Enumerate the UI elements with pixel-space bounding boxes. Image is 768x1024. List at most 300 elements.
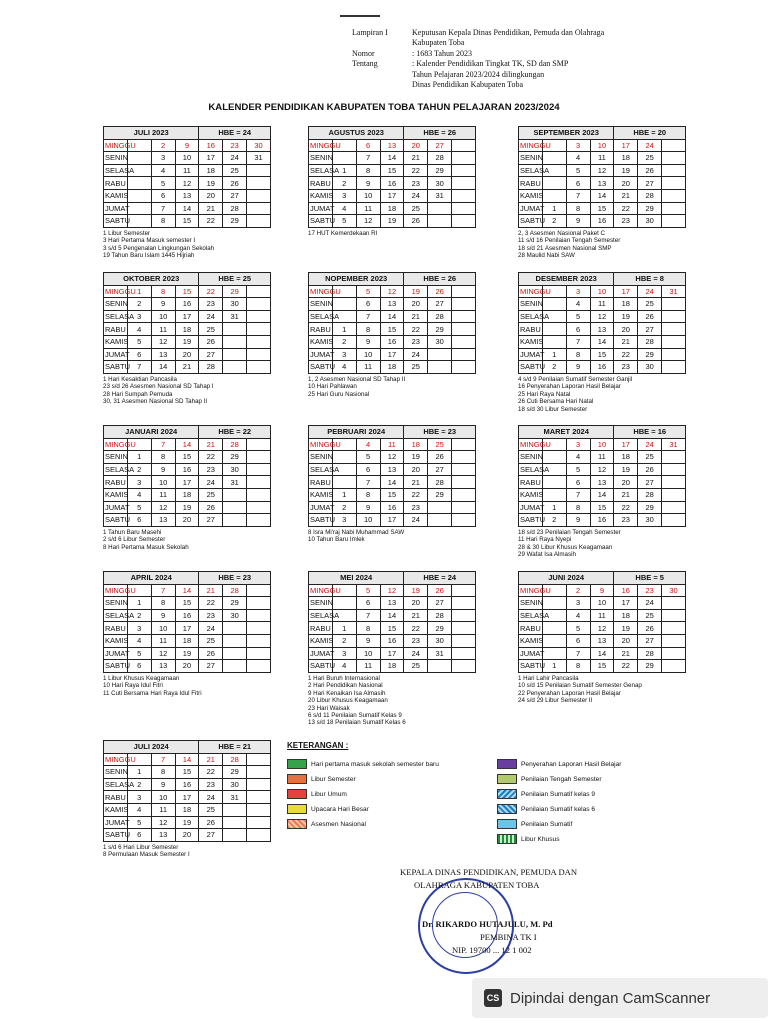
date-cell — [452, 438, 476, 451]
day-label: SELASA — [520, 166, 550, 176]
date-cell: 15 — [590, 202, 614, 215]
date-cell — [662, 310, 686, 323]
month-calendar — [518, 126, 686, 228]
date-cell: 8 — [566, 501, 590, 514]
date-cell: 11 — [356, 361, 380, 374]
date-cell: 17 — [175, 476, 199, 489]
date-cell: 16 — [380, 177, 404, 190]
date-cell: 14 — [590, 335, 614, 348]
date-cell: 29 — [223, 215, 247, 228]
date-cell: 10 — [151, 310, 175, 323]
date-cell: 25 — [638, 609, 662, 622]
day-label: JUMAT — [105, 502, 130, 512]
date-cell: 12 — [380, 451, 404, 464]
date-cell: 28 — [223, 202, 247, 215]
date-cell: 23 — [199, 463, 223, 476]
day-label: SELASA — [310, 465, 340, 475]
date-cell — [542, 622, 566, 635]
date-cell: 19 — [175, 501, 199, 514]
date-cell — [247, 451, 271, 464]
day-label: SABTU — [105, 362, 131, 372]
month-calendar — [103, 126, 271, 228]
day-label: JUMAT — [105, 203, 130, 213]
day-label: KAMIS — [105, 805, 129, 815]
date-cell: 29 — [428, 323, 452, 336]
signature-block — [400, 866, 640, 957]
date-cell: 9 — [151, 463, 175, 476]
date-cell: 3 — [127, 791, 151, 804]
day-label: SENIN — [105, 452, 128, 462]
date-cell: 29 — [638, 348, 662, 361]
date-cell: 9 — [151, 298, 175, 311]
date-cell — [542, 488, 566, 501]
date-cell: 20 — [404, 298, 428, 311]
date-cell: 15 — [175, 285, 199, 298]
date-cell: 1 — [542, 660, 566, 673]
legend-swatch — [287, 774, 307, 784]
date-cell: 10 — [590, 139, 614, 152]
date-cell — [662, 609, 686, 622]
date-cell — [662, 514, 686, 527]
date-cell: 7 — [566, 335, 590, 348]
day-label: KAMIS — [520, 490, 544, 500]
date-cell: 22 — [614, 501, 638, 514]
date-cell — [452, 215, 476, 228]
day-label: MINGGU — [105, 286, 136, 296]
date-cell: 15 — [175, 215, 199, 228]
date-cell: 31 — [247, 152, 271, 165]
date-cell: 24 — [199, 310, 223, 323]
date-cell — [332, 451, 356, 464]
date-cell: 31 — [223, 791, 247, 804]
date-cell: 2 — [127, 298, 151, 311]
date-cell: 2 — [127, 609, 151, 622]
note-line: 1 Hari Kesaktian Pancasila — [103, 376, 177, 383]
date-cell — [662, 647, 686, 660]
date-cell: 30 — [223, 778, 247, 791]
note-line: 2 Hari Pendidikan Nasional — [308, 682, 383, 690]
date-cell: 21 — [614, 335, 638, 348]
date-cell: 20 — [175, 660, 199, 673]
date-cell: 5 — [127, 816, 151, 829]
hbe-count: HBE = 16 — [614, 426, 686, 439]
day-label: MINGGU — [105, 754, 136, 764]
date-cell: 9 — [566, 361, 590, 374]
date-cell: 7 — [151, 584, 175, 597]
date-cell: 22 — [199, 766, 223, 779]
date-cell: 17 — [380, 348, 404, 361]
day-label: KAMIS — [310, 337, 334, 347]
date-cell: 8 — [356, 488, 380, 501]
day-label: SENIN — [520, 299, 543, 309]
note-line: 9 Hari Kenaikan Isa Almasih — [308, 689, 386, 697]
date-cell — [452, 622, 476, 635]
nomor-value: : 1683 Tahun 2023 — [412, 48, 472, 58]
legend-label: Penilaian Tengah Semester — [521, 775, 602, 783]
date-cell: 30 — [638, 514, 662, 527]
date-cell: 4 — [332, 660, 356, 673]
date-cell: 6 — [127, 514, 151, 527]
date-cell: 2 — [542, 215, 566, 228]
date-cell: 4 — [566, 451, 590, 464]
date-cell — [662, 348, 686, 361]
legend-swatch — [497, 819, 517, 829]
date-cell: 18 — [175, 488, 199, 501]
note-line: 6 s/d 11 Penilaian Sumatif Kelas 9 — [308, 712, 402, 720]
date-cell — [332, 298, 356, 311]
note-line: 8 Hari Pertama Masuk Sekolah — [103, 543, 189, 551]
date-cell: 21 — [614, 647, 638, 660]
date-cell: 19 — [199, 177, 223, 190]
date-cell — [247, 597, 271, 610]
date-cell — [247, 778, 271, 791]
date-cell: 14 — [380, 152, 404, 165]
date-cell: 20 — [614, 634, 638, 647]
date-cell — [452, 451, 476, 464]
day-label: SABTU — [310, 362, 336, 372]
month-notes — [518, 675, 758, 705]
legend-label: Penilaian Sumatif kelas 9 — [521, 790, 596, 798]
day-label: SABTU — [105, 830, 131, 840]
day-label: SENIN — [105, 598, 128, 608]
legend-item — [287, 804, 369, 814]
day-label: SELASA — [310, 166, 340, 176]
date-cell: 6 — [566, 476, 590, 489]
date-cell: 27 — [638, 476, 662, 489]
date-cell: 13 — [380, 298, 404, 311]
date-cell — [127, 152, 151, 165]
date-cell: 20 — [614, 177, 638, 190]
date-cell: 9 — [175, 139, 199, 152]
date-cell: 29 — [223, 285, 247, 298]
note-line: 1 Libur Semester — [103, 230, 151, 237]
legend-item — [497, 759, 621, 769]
date-cell: 30 — [223, 298, 247, 311]
legend-label: Upacara Hari Besar — [311, 805, 369, 813]
date-cell — [662, 298, 686, 311]
note-line: 2, 3 Asesmen Nasional Paket C — [518, 230, 606, 237]
date-cell: 24 — [404, 189, 428, 202]
month-notes — [103, 529, 343, 551]
date-cell — [662, 463, 686, 476]
date-cell — [662, 202, 686, 215]
date-cell — [127, 202, 151, 215]
date-cell: 24 — [638, 597, 662, 610]
date-cell: 14 — [380, 310, 404, 323]
signature-rank: PEMBINA TK I — [480, 932, 537, 942]
date-cell: 21 — [199, 753, 223, 766]
date-cell: 17 — [175, 310, 199, 323]
date-cell: 30 — [223, 609, 247, 622]
day-label: KAMIS — [520, 191, 544, 201]
date-cell: 15 — [175, 451, 199, 464]
date-cell: 31 — [223, 310, 247, 323]
date-cell — [247, 660, 271, 673]
date-cell: 6 — [356, 597, 380, 610]
date-cell: 18 — [614, 298, 638, 311]
date-cell — [247, 609, 271, 622]
date-cell — [542, 634, 566, 647]
date-cell — [332, 152, 356, 165]
date-cell — [247, 803, 271, 816]
date-cell — [127, 215, 151, 228]
date-cell: 25 — [638, 152, 662, 165]
date-cell: 1 — [127, 285, 151, 298]
date-cell: 3 — [151, 152, 175, 165]
date-cell: 13 — [151, 660, 175, 673]
date-cell: 18 — [380, 202, 404, 215]
hbe-count: HBE = 5 — [614, 572, 686, 585]
date-cell — [332, 597, 356, 610]
date-cell — [247, 501, 271, 514]
date-cell: 12 — [175, 177, 199, 190]
lampiran-value: Keputusan Kepala Dinas Pendidikan, Pemuda dan Olahraga — [412, 28, 605, 37]
date-cell — [662, 361, 686, 374]
date-cell: 4 — [127, 634, 151, 647]
note-line: 10 Tahun Baru Imlek — [308, 536, 365, 544]
note-line: 1 s/d 6 Hari Libur Semester — [103, 844, 179, 851]
date-cell: 8 — [356, 323, 380, 336]
date-cell — [662, 323, 686, 336]
date-cell: 6 — [566, 177, 590, 190]
date-cell: 20 — [404, 463, 428, 476]
date-cell: 25 — [428, 438, 452, 451]
date-cell — [542, 476, 566, 489]
date-cell — [542, 647, 566, 660]
day-label: RABU — [520, 324, 541, 334]
month-calendar — [103, 571, 271, 673]
date-cell — [428, 501, 452, 514]
day-label: MINGGU — [520, 140, 551, 150]
day-label: MINGGU — [105, 585, 136, 595]
date-cell: 18 — [614, 609, 638, 622]
date-cell: 4 — [332, 361, 356, 374]
month-notes — [103, 844, 343, 859]
date-cell: 11 — [590, 609, 614, 622]
date-cell: 5 — [356, 584, 380, 597]
day-label: KAMIS — [105, 490, 129, 500]
day-label: SENIN — [310, 299, 333, 309]
date-cell: 2 — [332, 335, 356, 348]
note-line: 8 Isra Mi'raj Nabi Muhammad SAW — [308, 529, 405, 536]
date-cell: 3 — [566, 597, 590, 610]
date-cell: 23 — [614, 514, 638, 527]
date-cell — [452, 285, 476, 298]
date-cell — [223, 335, 247, 348]
date-cell — [662, 189, 686, 202]
date-cell — [428, 660, 452, 673]
legend-item — [497, 819, 572, 829]
date-cell — [662, 164, 686, 177]
month-notes — [103, 675, 343, 697]
note-line: 10 Hari Raya Idul Fitri — [103, 682, 163, 690]
date-cell: 1 — [332, 323, 356, 336]
legend-swatch — [497, 834, 517, 844]
date-cell: 11 — [590, 152, 614, 165]
day-label: SABTU — [520, 362, 546, 372]
date-cell — [662, 634, 686, 647]
date-cell — [428, 361, 452, 374]
date-cell: 8 — [151, 285, 175, 298]
date-cell: 11 — [151, 323, 175, 336]
date-cell — [452, 463, 476, 476]
date-cell — [452, 177, 476, 190]
note-line: 25 Hari Guru Nasional — [308, 390, 370, 398]
note-line: 26 Cuti Bersama Hari Natal — [518, 398, 594, 406]
date-cell: 4 — [332, 202, 356, 215]
date-cell — [247, 476, 271, 489]
date-cell — [452, 139, 476, 152]
day-label: RABU — [105, 792, 126, 802]
date-cell — [247, 202, 271, 215]
date-cell: 10 — [151, 791, 175, 804]
day-label: KAMIS — [310, 636, 334, 646]
date-cell: 30 — [428, 634, 452, 647]
legend — [287, 741, 687, 843]
date-cell: 23 — [404, 335, 428, 348]
hbe-count: HBE = 25 — [199, 273, 271, 286]
date-cell: 25 — [199, 323, 223, 336]
day-label: SELASA — [105, 780, 135, 790]
date-cell — [662, 139, 686, 152]
date-cell: 8 — [151, 451, 175, 464]
date-cell: 14 — [380, 476, 404, 489]
date-cell: 18 — [614, 152, 638, 165]
legend-swatch — [287, 804, 307, 814]
hbe-count: HBE = 8 — [614, 273, 686, 286]
date-cell: 18 — [380, 660, 404, 673]
note-line: 11 Cuti Bersama Hari Raya Idul Fitri — [103, 689, 202, 697]
day-label: SELASA — [105, 166, 135, 176]
date-cell: 22 — [199, 597, 223, 610]
date-cell — [542, 597, 566, 610]
date-cell — [662, 660, 686, 673]
date-cell — [247, 177, 271, 190]
date-cell — [223, 803, 247, 816]
date-cell: 13 — [175, 189, 199, 202]
date-cell: 4 — [566, 298, 590, 311]
date-cell: 22 — [404, 488, 428, 501]
month-name: DESEMBER 2023 — [519, 273, 614, 286]
date-cell: 19 — [175, 335, 199, 348]
date-cell: 17 — [614, 438, 638, 451]
day-label: SENIN — [520, 598, 543, 608]
date-cell: 27 — [428, 298, 452, 311]
note-line: 3 Hari Pertama Masuk semester I — [103, 237, 196, 245]
date-cell — [542, 177, 566, 190]
signature-nip: NIP. 19700 ... 12 1 002 — [452, 945, 532, 955]
date-cell: 2 — [127, 463, 151, 476]
date-cell: 29 — [223, 451, 247, 464]
date-cell: 10 — [356, 647, 380, 660]
note-line: 28 Maulid Nabi SAW — [518, 252, 575, 260]
date-cell: 8 — [566, 202, 590, 215]
date-cell: 10 — [356, 348, 380, 361]
date-cell — [428, 514, 452, 527]
date-cell: 15 — [590, 348, 614, 361]
date-cell: 22 — [404, 164, 428, 177]
date-cell: 2 — [151, 139, 175, 152]
date-cell: 5 — [127, 501, 151, 514]
date-cell — [247, 438, 271, 451]
date-cell: 6 — [127, 660, 151, 673]
date-cell: 8 — [151, 215, 175, 228]
note-line: 10 Hari Pahlawan — [308, 383, 357, 391]
note-line: 18 s/d 30 Libur Semester — [518, 405, 588, 413]
note-line: 11 s/d 16 Penilaian Tengah Semester — [518, 237, 621, 245]
month-name: JANUARI 2024 — [104, 426, 199, 439]
date-cell: 11 — [175, 164, 199, 177]
note-line: 16 Penyerahan Laporan Hasil Belajar — [518, 383, 621, 391]
date-cell: 27 — [638, 634, 662, 647]
date-cell: 17 — [380, 189, 404, 202]
date-cell: 22 — [614, 348, 638, 361]
date-cell: 16 — [199, 139, 223, 152]
signature-name: Dr. RIKARDO HUTAJULU, M. Pd — [422, 919, 553, 929]
date-cell: 30 — [638, 215, 662, 228]
day-label: RABU — [105, 178, 126, 188]
date-cell: 14 — [175, 584, 199, 597]
date-cell: 26 — [223, 177, 247, 190]
date-cell: 21 — [199, 584, 223, 597]
day-label: RABU — [520, 623, 541, 633]
date-cell: 21 — [199, 202, 223, 215]
date-cell: 28 — [638, 647, 662, 660]
date-cell: 10 — [356, 189, 380, 202]
date-cell — [452, 189, 476, 202]
date-cell: 12 — [151, 647, 175, 660]
date-cell: 9 — [566, 215, 590, 228]
date-cell: 18 — [175, 803, 199, 816]
document-header — [352, 28, 642, 90]
date-cell: 4 — [127, 488, 151, 501]
date-cell: 17 — [175, 791, 199, 804]
note-line: 25 Hari Raya Natal — [518, 390, 571, 398]
camscanner-icon: CS — [484, 989, 502, 1007]
date-cell: 3 — [127, 310, 151, 323]
date-cell: 15 — [590, 501, 614, 514]
date-cell: 23 — [404, 501, 428, 514]
date-cell: 2 — [332, 177, 356, 190]
date-cell: 16 — [380, 634, 404, 647]
date-cell: 6 — [566, 634, 590, 647]
date-cell: 27 — [199, 660, 223, 673]
date-cell — [452, 202, 476, 215]
note-line: 30, 31 Asesmen Nasional SD Tahap II — [103, 398, 208, 406]
day-label: SABTU — [520, 661, 546, 671]
date-cell: 21 — [614, 488, 638, 501]
day-label: SABTU — [105, 216, 131, 226]
date-cell: 26 — [638, 310, 662, 323]
date-cell: 22 — [199, 285, 223, 298]
month-calendar — [103, 272, 271, 374]
note-line: 24 s/d 29 Libur Semester II — [518, 697, 593, 705]
month-notes — [518, 529, 758, 559]
date-cell: 1 — [127, 597, 151, 610]
date-cell: 17 — [199, 152, 223, 165]
tentang-line-3: Dinas Pendidikan Kabupaten Toba — [412, 80, 524, 90]
month-name: MARET 2024 — [519, 426, 614, 439]
date-cell: 19 — [404, 584, 428, 597]
day-label: MINGGU — [520, 286, 551, 296]
month-name: APRIL 2024 — [104, 572, 199, 585]
month-calendar — [308, 571, 476, 673]
date-cell: 16 — [175, 778, 199, 791]
date-cell: 24 — [199, 476, 223, 489]
day-label: SELASA — [520, 611, 550, 621]
legend-label: Libur Khusus — [521, 835, 560, 843]
date-cell — [452, 634, 476, 647]
